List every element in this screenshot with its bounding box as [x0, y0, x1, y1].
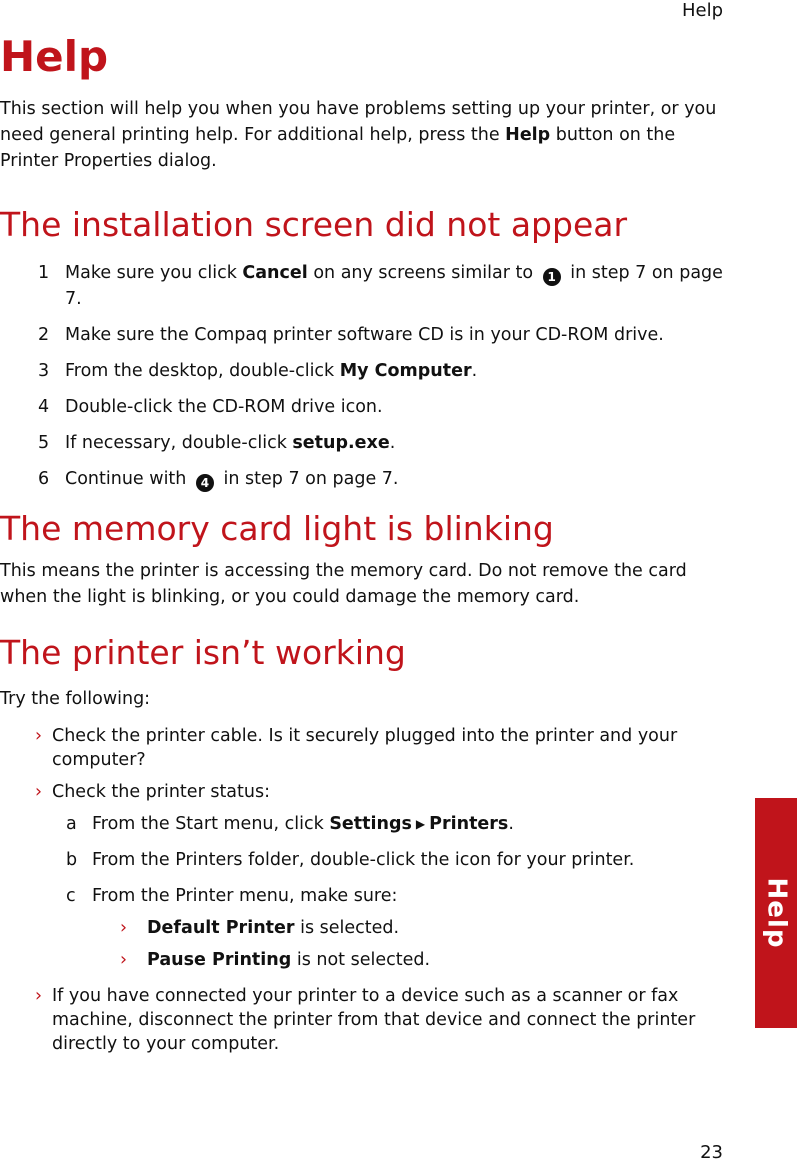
step-text: From the desktop, double-click	[65, 361, 340, 381]
heading-memory-card: The memory card light is blinking	[0, 509, 554, 548]
circled-number-icon: 4	[196, 474, 214, 492]
list-item	[0, 780, 730, 972]
step-number: 5	[38, 433, 50, 453]
substep-letter: b	[66, 850, 78, 870]
step-item	[0, 466, 730, 492]
menu-path-printers: Printers	[429, 814, 509, 834]
memory-card-paragraph: This means the printer is accessing the memory card. Do not remove the card when the light is blinking, or you could damage the memory card.	[0, 561, 687, 607]
printer-menu-checks	[92, 916, 730, 972]
step-bold: Cancel	[242, 263, 308, 283]
installation-steps	[0, 260, 730, 492]
check-item	[0, 916, 730, 940]
step-text: Continue with	[65, 469, 192, 489]
intro-paragraph	[0, 96, 730, 174]
check-item-bold: Pause Printing	[147, 950, 292, 970]
menu-arrow-icon: ▶	[415, 817, 426, 831]
troubleshooting-list	[0, 724, 730, 1056]
substep-text: From the Printer menu, make sure:	[92, 886, 398, 906]
step-number: 2	[38, 325, 50, 345]
step-text: on any screens similar to	[307, 263, 539, 283]
check-item-text: is not selected.	[291, 950, 431, 970]
step-number: 4	[38, 397, 50, 417]
step-text: .	[389, 433, 396, 453]
arrow-bullet-icon: ›	[35, 726, 42, 746]
intro-text: This section will help you when you have problems setting up your printer, or you need general printing help. For additional help, press the	[0, 99, 717, 145]
arrow-bullet-icon: ›	[120, 950, 127, 970]
list-item-text: Check the printer cable. Is it securely plugged into the printer and your computer?	[52, 726, 678, 770]
step-text: in step 7 on page 7.	[217, 469, 399, 489]
substep-text: From the Printers folder, double-click the icon for your printer.	[92, 850, 635, 870]
step-item	[0, 358, 730, 384]
step-text: in step 7 on page 7.	[65, 263, 723, 309]
step-item	[0, 394, 730, 420]
step-item	[0, 322, 730, 348]
step-text: Make sure the Compaq printer software CD is in your CD-ROM drive.	[65, 325, 664, 345]
substep-text: .	[508, 814, 514, 834]
arrow-bullet-icon: ›	[35, 986, 42, 1006]
substep-letter: c	[66, 886, 76, 906]
step-number: 6	[38, 469, 50, 489]
list-item	[0, 984, 730, 1056]
list-item-text: If you have connected your printer to a device such as a scanner or fax machine, disconnect the printer from that device and connect the printer directly to your computer.	[52, 986, 696, 1054]
step-text: Make sure you click	[65, 263, 243, 283]
check-item-bold: Default Printer	[147, 918, 295, 938]
circled-number-icon: 1	[543, 268, 561, 286]
step-number: 3	[38, 361, 50, 381]
help-button-term: Help	[505, 125, 551, 145]
substep-item	[0, 884, 730, 972]
step-item	[0, 260, 730, 312]
heading-installation: The installation screen did not appear	[0, 205, 628, 244]
list-item	[0, 724, 730, 772]
check-item-text: is selected.	[294, 918, 400, 938]
step-text: .	[471, 361, 478, 381]
substep-text: From the Start menu, click	[92, 814, 330, 834]
check-item	[0, 948, 730, 972]
intro-text-end: button on the Printer Properties dialog.	[0, 125, 676, 171]
arrow-bullet-icon: ›	[120, 918, 127, 938]
step-item	[0, 430, 730, 456]
substep-item	[0, 812, 730, 836]
running-head: Help	[681, 0, 723, 21]
step-number: 1	[38, 263, 50, 283]
section-side-tab	[755, 798, 797, 1028]
heading-printer-not-working: The printer isn’t working	[0, 633, 406, 672]
try-following-text: Try the following:	[0, 689, 151, 709]
arrow-bullet-icon: ›	[35, 782, 42, 802]
substep-letter: a	[66, 814, 77, 834]
list-item-text: Check the printer status:	[52, 782, 270, 802]
page-content	[0, 30, 730, 1064]
step-text: If necessary, double-click	[65, 433, 293, 453]
substep-item	[0, 848, 730, 872]
page-number: 23	[700, 1142, 723, 1163]
side-tab-label: Help	[761, 877, 792, 949]
page-title: Help	[0, 32, 109, 81]
menu-path-settings: Settings	[329, 814, 412, 834]
status-substeps	[52, 812, 730, 972]
step-text: Double-click the CD-ROM drive icon.	[65, 397, 383, 417]
step-bold: My Computer	[339, 361, 472, 381]
step-bold: setup.exe	[292, 433, 390, 453]
